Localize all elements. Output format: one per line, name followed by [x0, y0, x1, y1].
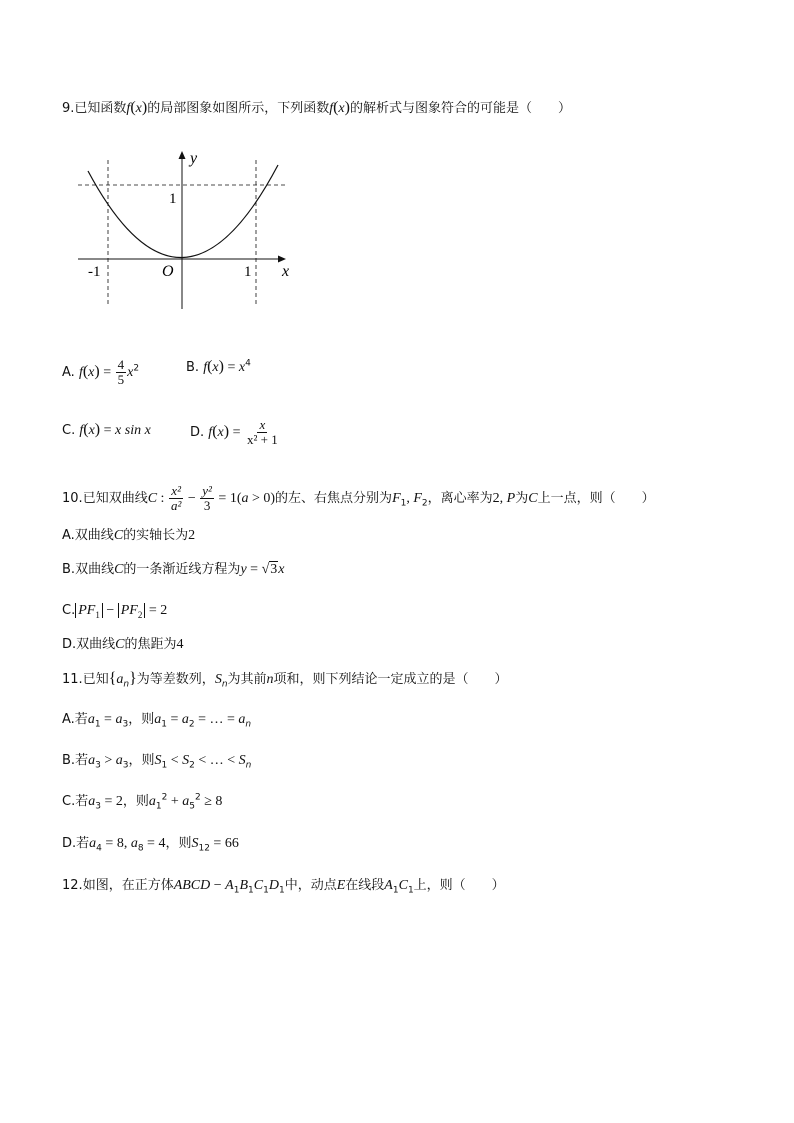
y-axis-arrow [179, 151, 186, 159]
x-axis-arrow [278, 256, 286, 263]
q9-option-b: B. $f(x) = x^4$ [186, 358, 251, 375]
q9-option-c: C. f(x) = x sin x [62, 421, 151, 438]
tick-y1-label: 1 [169, 191, 177, 207]
q9-option-a: A. f(x) = $\frac{4}{5}$ $x^2$ [62, 357, 140, 387]
q10-stem: 10.已知双曲线C : $\frac{\text{x²}}{\text{a²}}$ − $\frac{\text{y²}}{3}$ = 1(a > 0)的左、右焦点分别为$F_1$, $F_2$，离心率为2, P为C上一点，则（ ） [62, 483, 655, 513]
y-axis-label: y [190, 150, 198, 167]
parabola-curve [88, 165, 278, 258]
x-axis-label: x [282, 263, 290, 280]
q11-option-d: D.若$a_4 = 8$, $a_8 = 4$，则$S_{12} = 66$ [62, 836, 239, 854]
q9-graph [72, 145, 302, 320]
q10-option-c: C. $PF_1 - PF_2 = 2$ [62, 603, 168, 620]
q11-option-b: B.若$a_3 > a_3$，则$S_1 < S_2$ < … < $S_n$ [62, 753, 252, 771]
q9-stem: 9.已知函数f(x)的局部图象如图所示，下列函数f(x)的解析式与图象符合的可能是（ ） [62, 99, 571, 116]
q11-stem: 11.已知$\{a_n\}$为等差数列，$S_n$为其前n项和，则下列结论一定成立的是（ ） [62, 670, 508, 690]
q10-option-d: D.双曲线C的焦距为4 [62, 637, 184, 652]
q11-option-a: A.若$a_1 = a_3$，则$a_1 = a_2$ = … = $a_n$ [62, 712, 252, 730]
q12-stem: 12.如图，在正方体ABCD − $A_1B_1C_1D_1$中，动点E在线段$A_1C_1$上，则（ ） [62, 878, 505, 896]
q10-option-a: A.双曲线C的实轴长为2 [62, 528, 196, 543]
q9-option-d: D. f(x) = $\frac{x}{\text{x² + 1}}$ [190, 417, 278, 447]
q10-option-b: B.双曲线C的一条渐近线方程为y = √3x [62, 562, 285, 577]
q11-option-c: C.若$a_3 = 2$，则$a_1^2 + a_5^2 \ge 8$ [62, 792, 223, 812]
tick-neg1-label: -1 [88, 264, 101, 280]
origin-label: O [162, 263, 174, 280]
tick-pos1-label: 1 [244, 264, 252, 280]
